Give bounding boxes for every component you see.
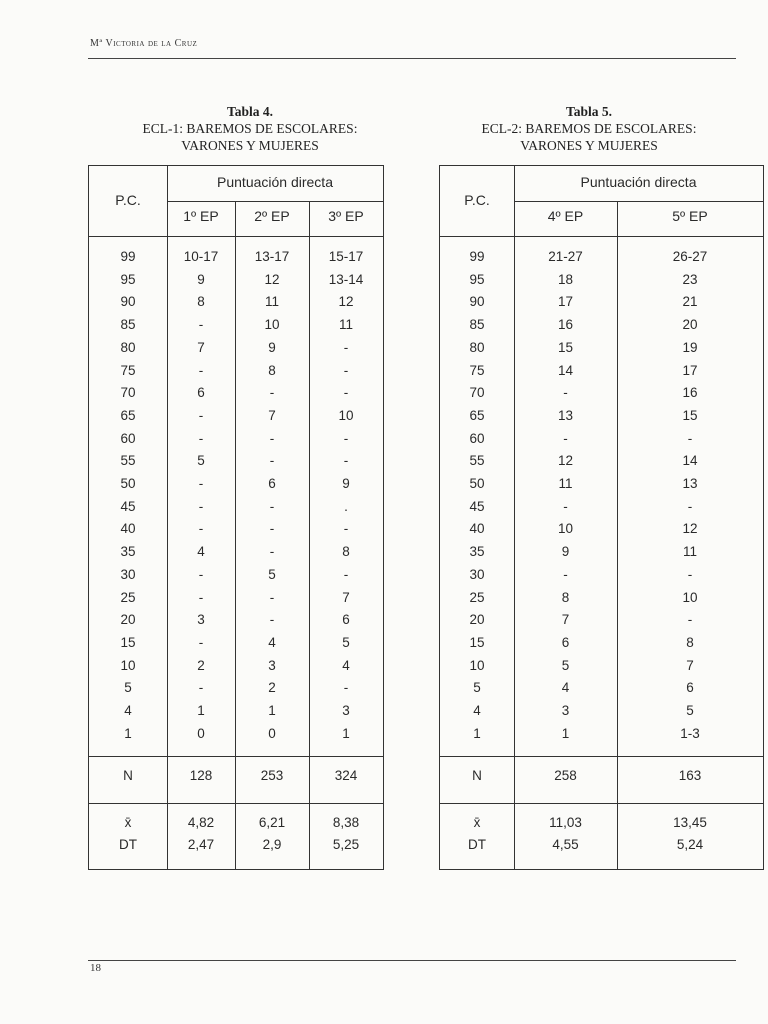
score-cell: - — [687, 566, 693, 582]
column-header: 2º EP — [254, 208, 290, 224]
pc-cell: 80 — [469, 339, 485, 355]
dt-label: DT — [119, 837, 137, 852]
table-row — [89, 655, 383, 678]
table-row — [89, 564, 383, 587]
score-cell: 15 — [557, 339, 574, 355]
group-header-divider — [514, 201, 763, 202]
table-row — [440, 723, 763, 746]
score-cell: - — [198, 317, 204, 333]
score-cell: - — [269, 453, 275, 469]
group-header: Puntuación directa — [580, 174, 697, 190]
dt-label: DT — [468, 837, 486, 852]
n-row — [440, 768, 763, 788]
score-cell: 13 — [682, 476, 698, 491]
table-row — [89, 723, 383, 746]
mean-value: 11,03 — [549, 815, 582, 830]
score-cell: 9 — [197, 271, 205, 287]
score-cell: 6 — [342, 612, 350, 628]
pc-cell: 75 — [469, 362, 485, 378]
table-row — [89, 450, 383, 473]
dt-row — [440, 837, 763, 857]
table-row — [440, 450, 763, 473]
score-cell: 10-17 — [183, 249, 219, 264]
table-row — [89, 337, 383, 360]
table-row — [89, 541, 383, 564]
pc-cell: 20 — [469, 612, 485, 628]
score-cell: - — [198, 521, 204, 537]
score-cell: - — [687, 498, 693, 514]
table-row — [440, 564, 763, 587]
tabla5-title-line1: ECL-2: BAREMOS DE ESCOLARES: — [481, 121, 697, 136]
table-row — [440, 632, 763, 655]
pc-cell: 15 — [120, 634, 136, 650]
mean-row — [89, 815, 383, 835]
mean-label: x̄ — [473, 815, 481, 830]
pc-cell: 4 — [124, 703, 132, 718]
dt-value: 2,47 — [187, 837, 215, 852]
table-row — [440, 269, 763, 292]
score-cell: 15 — [682, 407, 698, 423]
score-cell: 16 — [682, 385, 698, 401]
score-cell: 5 — [342, 634, 350, 650]
score-cell: 12 — [557, 453, 574, 469]
table-row — [89, 428, 383, 451]
score-cell: - — [343, 362, 349, 378]
score-cell: - — [198, 476, 204, 491]
score-cell: 7 — [342, 589, 350, 605]
score-cell: - — [269, 498, 275, 514]
table-row — [440, 496, 763, 519]
pc-cell: 10 — [120, 657, 136, 673]
score-cell: 10 — [264, 317, 280, 333]
score-cell: - — [343, 566, 349, 582]
dt-value: 4,55 — [552, 837, 579, 852]
score-cell: 12 — [264, 271, 280, 287]
pc-cell: 45 — [469, 498, 485, 514]
n-row — [89, 768, 383, 788]
n-label: N — [472, 768, 482, 783]
score-cell: 14 — [682, 453, 698, 469]
score-cell: 6 — [268, 476, 276, 491]
pc-header: P.C. — [464, 192, 490, 208]
score-cell: 20 — [682, 317, 698, 333]
score-cell: 14 — [557, 362, 574, 378]
table-row — [440, 473, 763, 496]
table-row — [89, 246, 383, 269]
score-cell: 15-17 — [328, 249, 364, 264]
score-cell: 0 — [268, 725, 276, 741]
table-row — [89, 609, 383, 632]
tabla4-caption — [100, 103, 400, 154]
score-cell: - — [269, 521, 275, 537]
score-cell: 11 — [264, 294, 279, 310]
pc-cell: 70 — [469, 385, 485, 401]
score-cell: - — [198, 407, 204, 423]
dt-row — [89, 837, 383, 857]
table-row — [89, 518, 383, 541]
table-row — [89, 473, 383, 496]
score-cell: . — [344, 498, 348, 514]
pc-cell: 70 — [120, 385, 136, 401]
score-cell: 1-3 — [680, 725, 700, 741]
table-row — [440, 541, 763, 564]
column-header: 5º EP — [672, 208, 708, 224]
score-cell: 4 — [268, 634, 276, 650]
group-header-divider — [167, 201, 383, 202]
table-row — [440, 314, 763, 337]
table-row — [89, 360, 383, 383]
table-row — [89, 382, 383, 405]
pc-cell: 65 — [120, 407, 136, 423]
footer-rule — [88, 960, 736, 961]
score-cell: 11 — [338, 317, 353, 333]
score-cell: 0 — [197, 725, 205, 741]
table-row — [89, 405, 383, 428]
table-row — [440, 677, 763, 700]
tabla4-title-line2: VARONES Y MUJERES — [181, 138, 319, 153]
score-cell: 7 — [686, 657, 694, 673]
pc-cell: 25 — [120, 589, 136, 605]
score-cell: 5 — [197, 453, 205, 469]
running-header: Mª Victoria de la Cruz — [90, 38, 198, 49]
score-cell: - — [198, 498, 204, 514]
n-top-rule — [89, 756, 383, 757]
pc-cell: 99 — [469, 249, 485, 264]
table-row — [440, 337, 763, 360]
pc-cell: 90 — [469, 294, 485, 310]
pc-cell: 30 — [120, 566, 136, 582]
score-cell: 7 — [561, 612, 570, 628]
score-cell: 6 — [561, 634, 570, 650]
score-cell: 21 — [682, 294, 698, 310]
table-row — [89, 677, 383, 700]
table-row — [89, 700, 383, 723]
table-row — [440, 655, 763, 678]
page-number: 18 — [90, 962, 101, 974]
pc-header: P.C. — [115, 192, 141, 208]
table-row — [440, 700, 763, 723]
n-value: 258 — [554, 768, 577, 783]
column-header: 3º EP — [328, 208, 364, 224]
pc-cell: 15 — [469, 634, 485, 650]
pc-cell: 85 — [120, 317, 136, 333]
score-cell: 7 — [268, 407, 276, 423]
dt-value: 5,24 — [676, 837, 704, 852]
dt-value: 2,9 — [262, 837, 282, 852]
pc-cell: 50 — [120, 476, 136, 491]
score-cell: 18 — [557, 271, 574, 287]
tabla5-caption — [439, 103, 739, 154]
score-cell: 3 — [268, 657, 276, 673]
table-row — [89, 632, 383, 655]
score-cell: 5 — [561, 657, 570, 673]
header-bottom-rule — [440, 236, 763, 237]
score-cell: - — [687, 430, 693, 446]
mean-value: 4,82 — [187, 815, 215, 830]
score-cell: 10 — [338, 407, 354, 423]
score-cell: 16 — [557, 317, 574, 333]
score-cell: 9 — [561, 544, 570, 560]
table-row — [440, 360, 763, 383]
score-cell: 9 — [268, 339, 276, 355]
tabla4-table — [88, 165, 384, 870]
pc-cell: 35 — [120, 544, 136, 560]
n-value: 128 — [189, 768, 213, 783]
score-cell: 7 — [197, 339, 205, 355]
table-row — [440, 428, 763, 451]
table-row — [440, 291, 763, 314]
score-cell: 2 — [197, 657, 205, 673]
pc-cell: 60 — [469, 430, 485, 446]
score-cell: 6 — [197, 385, 205, 401]
score-cell: 1 — [268, 703, 276, 718]
pc-cell: 75 — [120, 362, 136, 378]
score-cell: - — [198, 634, 204, 650]
table-row — [440, 609, 763, 632]
header-rule — [88, 58, 736, 59]
mean-value: 6,21 — [258, 815, 286, 830]
score-cell: 17 — [682, 362, 698, 378]
score-cell: - — [198, 589, 204, 605]
score-cell: - — [563, 498, 568, 514]
score-cell: 13 — [557, 407, 574, 423]
n-value: 163 — [678, 768, 702, 783]
score-cell: 1 — [561, 725, 570, 741]
score-cell: 5 — [268, 566, 276, 582]
pc-cell: 65 — [469, 407, 485, 423]
score-cell: 17 — [557, 294, 574, 310]
score-cell: 26-27 — [672, 249, 708, 264]
n-value: 324 — [334, 768, 358, 783]
score-cell: 10 — [682, 589, 698, 605]
score-cell: 13-17 — [254, 249, 290, 264]
mean-value: 8,38 — [332, 815, 360, 830]
pc-cell: 50 — [469, 476, 485, 491]
score-cell: 3 — [561, 703, 570, 718]
tabla5-table — [439, 165, 764, 870]
pc-cell: 1 — [473, 725, 481, 741]
mean-row — [440, 815, 763, 835]
pc-cell: 80 — [120, 339, 136, 355]
score-cell: - — [563, 385, 568, 401]
pc-cell: 95 — [469, 271, 485, 287]
score-cell: 21-27 — [548, 249, 583, 264]
table-row — [89, 291, 383, 314]
tabla4-title-line1: ECL-1: BAREMOS DE ESCOLARES: — [142, 121, 358, 136]
score-cell: 19 — [682, 339, 698, 355]
dt-value: 5,25 — [332, 837, 360, 852]
pc-cell: 40 — [120, 521, 136, 537]
score-cell: - — [269, 612, 275, 628]
n-label: N — [123, 768, 133, 783]
score-cell: 4 — [561, 680, 570, 696]
score-cell: - — [563, 566, 568, 582]
table-row — [89, 314, 383, 337]
stats-top-rule — [89, 803, 383, 804]
table-row — [440, 518, 763, 541]
score-cell: 11 — [682, 544, 697, 560]
score-cell: 6 — [686, 680, 694, 696]
pc-cell: 30 — [469, 566, 485, 582]
score-cell: 8 — [686, 634, 694, 650]
score-cell: - — [198, 430, 204, 446]
score-cell: 4 — [197, 544, 205, 560]
score-cell: - — [269, 589, 275, 605]
score-cell: - — [269, 544, 275, 560]
pc-cell: 10 — [469, 657, 485, 673]
score-cell: 8 — [342, 544, 350, 560]
pc-cell: 95 — [120, 271, 136, 287]
pc-cell: 40 — [469, 521, 485, 537]
score-cell: 12 — [682, 521, 698, 537]
pc-cell: 55 — [120, 453, 136, 469]
score-cell: 11 — [558, 476, 573, 491]
score-cell: - — [563, 430, 568, 446]
score-cell: - — [343, 521, 349, 537]
score-cell: 9 — [342, 476, 350, 491]
tabla5-number: Tabla 5. — [565, 104, 613, 119]
score-cell: - — [343, 339, 349, 355]
score-cell: - — [198, 680, 204, 696]
score-cell: - — [343, 680, 349, 696]
score-cell: - — [198, 362, 204, 378]
score-cell: - — [343, 453, 349, 469]
score-cell: 4 — [342, 657, 350, 673]
score-cell: 8 — [561, 589, 570, 605]
group-header: Puntuación directa — [217, 174, 333, 190]
pc-cell: 5 — [124, 680, 132, 696]
column-header: 1º EP — [183, 208, 219, 224]
score-cell: - — [343, 385, 349, 401]
table-row — [440, 587, 763, 610]
score-cell: 13-14 — [328, 271, 364, 287]
pc-cell: 45 — [120, 498, 136, 514]
table-row — [440, 405, 763, 428]
score-cell: - — [269, 430, 275, 446]
table-row — [440, 382, 763, 405]
score-cell: 5 — [686, 703, 694, 718]
score-cell: 1 — [197, 703, 205, 718]
column-header: 4º EP — [547, 208, 584, 224]
tabla5-title-line2: VARONES Y MUJERES — [520, 138, 658, 153]
table-row — [440, 246, 763, 269]
score-cell: 12 — [338, 294, 354, 310]
score-cell: - — [687, 612, 693, 628]
pc-cell: 99 — [120, 249, 136, 264]
score-cell: 8 — [197, 294, 205, 310]
header-bottom-rule — [89, 236, 383, 237]
pc-cell: 90 — [120, 294, 136, 310]
score-cell: 3 — [197, 612, 205, 628]
mean-label: x̄ — [124, 815, 132, 830]
n-value: 253 — [260, 768, 284, 783]
score-cell: - — [198, 566, 204, 582]
table-row — [89, 269, 383, 292]
table-row — [89, 496, 383, 519]
score-cell: 2 — [268, 680, 276, 696]
mean-value: 13,45 — [673, 815, 707, 830]
pc-cell: 55 — [469, 453, 485, 469]
pc-cell: 35 — [469, 544, 485, 560]
table-row — [89, 587, 383, 610]
score-cell: 23 — [682, 271, 698, 287]
score-cell: - — [269, 385, 275, 401]
n-top-rule — [440, 756, 763, 757]
pc-cell: 20 — [120, 612, 136, 628]
pc-cell: 85 — [469, 317, 485, 333]
pc-cell: 1 — [124, 725, 132, 741]
score-cell: 8 — [268, 362, 276, 378]
score-cell: 3 — [342, 703, 350, 718]
pc-cell: 4 — [473, 703, 481, 718]
score-cell: 10 — [557, 521, 574, 537]
stats-top-rule — [440, 803, 763, 804]
score-cell: 1 — [342, 725, 350, 741]
pc-cell: 5 — [473, 680, 481, 696]
tabla4-number: Tabla 4. — [226, 104, 274, 119]
pc-cell: 60 — [120, 430, 136, 446]
pc-cell: 25 — [469, 589, 485, 605]
score-cell: - — [343, 430, 349, 446]
